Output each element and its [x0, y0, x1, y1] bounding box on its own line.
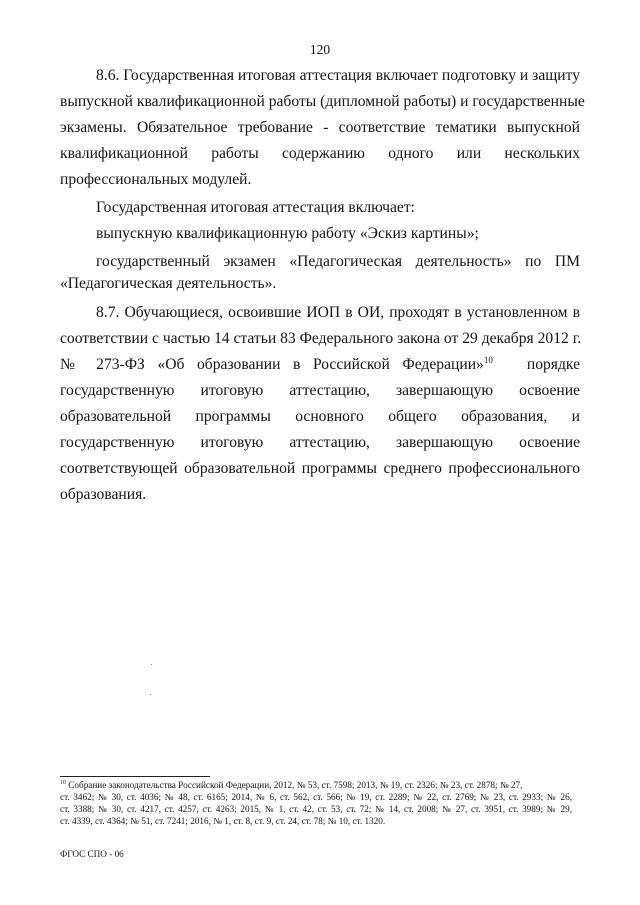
footnote-separator [60, 776, 210, 777]
footnote-text: Собрание законодательства Российской Федерации, 2012, № 53, ст. 7598; 2013, № 19, ст. 2326; № 23, ст. 2878; № 27, [66, 780, 523, 790]
paragraph-8-6-line-1: 8.6. Государственная итоговая аттестация включает подготовку и защиту [96, 67, 580, 84]
footnote-line-3: ст. 3388; № 30, ст. 4217, ст. 4257, ст. 4263; 2015, № 1, ст. 42, ст. 53, ст. 72; № 14, ст. 2008; № 27, ст. 3951, ст. 3989; № 29, [60, 804, 572, 814]
paragraph-8-7-line-2: соответствии с частью 14 статьи 83 Федерального закона от 29 декабря 2012 г. [60, 330, 582, 347]
paragraph-8-6-line-2: выпускной квалификационной работы (дипломной работы) и государственные [60, 93, 585, 110]
paragraph-8-6-line-4: квалификационной работы содержанию одного или нескольких [60, 145, 580, 162]
thesis-item: выпускную квалификационную работу «Эскиз картины»; [96, 225, 479, 242]
law-reference-tail: порядке [526, 356, 580, 373]
paragraph-8-6-line-3: экзамены. Обязательное требование - соответствие тематики выпускной [60, 119, 580, 136]
page-number: 120 [309, 42, 331, 57]
paragraph-8-7-line-5: образовательной программы основного общего образования, и [60, 408, 580, 425]
paragraph-8-7-line-3 [60, 356, 580, 374]
paragraph-8-7-line-4: государственную итоговую аттестацию, завершающую освоение [60, 382, 580, 399]
document-code: ФГОС СПО - 06 [60, 849, 124, 859]
law-reference-text [60, 356, 527, 374]
exam-item-line-2: «Педагогическая деятельность». [60, 275, 277, 292]
footnote-ref: 10 [483, 355, 493, 365]
footnote-number: 10 [60, 780, 66, 786]
gia-includes-text: Государственная итоговая аттестация включает: [96, 199, 416, 216]
scan-speck [151, 664, 152, 665]
paragraph-8-7-line-6: государственную итоговую аттестацию, завершающую освоение [60, 434, 580, 451]
footnote-line-1 [60, 780, 572, 791]
paragraph-8-7-line-1: 8.7. Обучающиеся, освоившие ИОП в ОИ, проходят в установленном в [96, 304, 580, 321]
paragraph-8-6-line-5: профессиональных модулей. [60, 171, 252, 188]
footnote-line-4: ст. 4339, ст. 4364; № 51, ст. 7241; 2016, № 1, ст. 8, ст. 9, ст. 24, ст. 78; № 10, ст. 1320. [60, 816, 386, 826]
paragraph-8-7-line-8: образования. [60, 486, 147, 503]
scan-speck [150, 694, 151, 695]
law-reference-title: № 273-ФЗ «Об образовании в Российской Федерации» [60, 356, 484, 373]
footnote-line-2: ст. 3462; № 30, ст. 4036; № 48, ст. 6165; 2014, № 6, ст. 562, ст. 566; № 19, ст. 2289; № 22, ст. 2769; № 23, ст. 2933; № 26, [60, 792, 572, 802]
exam-item-line-1: государственный экзамен «Педагогическая деятельность» по ПМ [96, 253, 580, 270]
paragraph-8-7-line-7: соответствующей образовательной программы среднего профессионального [60, 460, 580, 477]
